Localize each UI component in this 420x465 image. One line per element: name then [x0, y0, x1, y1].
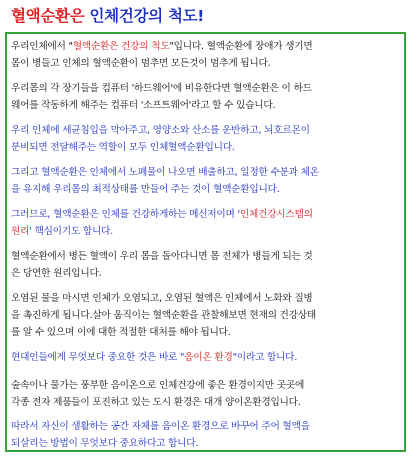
paragraph-2 [11, 80, 404, 114]
paragraph-4-line-1: 그리고 혈액순환은 인체에서 노폐물이 나오면 배출하고, 일정한 수분과 체온 [11, 167, 319, 178]
paragraph-5 [11, 206, 404, 240]
paragraph-4-line-2: 을 유지해 우리몸의 최적상태를 만들어 주는 것이 혈액순환입니다. [11, 184, 280, 195]
paragraph-1 [11, 38, 404, 72]
paragraph-6-line-2: 은 당연한 원리입니다. [11, 268, 102, 279]
paragraph-1-highlight: 혈액순환은 건강의 척도 [72, 41, 170, 52]
paragraph-9 [11, 377, 404, 411]
paragraph-3 [11, 122, 404, 156]
paragraph-7-line-1: 오염된 물을 마시면 인체가 오염되고, 오염된 혈액은 인체에서 노화와 질병 [11, 293, 313, 304]
paragraph-5-text: 그러므로, 혈액순환은 인체를 건강하게하는 메신저이며 ' [11, 209, 240, 220]
paragraph-5-highlight: 인체건강시스템의 [239, 209, 313, 220]
paragraph-5-highlight: 원리 [11, 226, 30, 237]
paragraph-1-line-2: 몸이 병들고 인체의 혈액순환이 멈추면 모든것이 멈추게 됩니다. [11, 58, 271, 69]
paragraph-1-text: 우리인체에서 " [11, 41, 73, 52]
paragraph-5-line-1 [11, 206, 404, 223]
paragraph-7-line-2: 을 촉진하게 됩니다.살아 움직이는 혈액순환을 관찰해보면 현재의 건강상태 [11, 310, 316, 321]
paragraph-2-line-1: 우리몸의 각 장기들을 컴퓨터 '하드웨어'에 비유한다면 혈액순환은 이 하드 [11, 83, 312, 94]
paragraph-8-highlight: 음이온 환경 [184, 352, 233, 363]
title-part-blue: 인체건강의 척도! [89, 7, 205, 25]
page-title [11, 4, 204, 26]
paragraph-7-line-3: 를 알 수 있으며 이에 대한 적절한 대처를 해야 됩니다. [11, 327, 231, 338]
paragraph-10-line-1: 따라서 자신이 생활하는 공간 자체를 음이온 환경으로 바꾸어 주어 혈액을 [11, 421, 310, 432]
paragraph-9-line-1: 숲속이나 물가는 풍부한 음이온으로 인체건강에 좋은 환경이지만 곳곳에 [11, 380, 305, 391]
paragraph-3-line-1: 우리 인체에 세균침입을 막아주고, 영양소와 산소를 운반하고, 뇌호르몬이 [11, 125, 310, 136]
paragraph-1-text: "입니다. 혈액순환에 장애가 생기면 [169, 41, 313, 52]
paragraph-2-line-2: 웨어를 작동하게 해주는 컴퓨터 '소프트웨어'라고 할 수 있습니다. [11, 100, 276, 111]
paragraph-5-line-2 [11, 223, 404, 240]
paragraph-8-text: "이라고 합니다. [232, 352, 298, 363]
paragraph-8-text: 현대인들에게 무엇보다 중요한 것은 바로 " [11, 352, 185, 363]
paragraph-10-line-2: 되살리는 방법이 무엇보다 중요하다고 합니다. [11, 438, 199, 449]
paragraph-4 [11, 164, 404, 198]
paragraph-9-line-2: 각종 전자 제품들이 포진하고 있는 도시 환경은 대개 양이온환경입니다. [11, 397, 301, 408]
paragraph-7 [11, 290, 404, 341]
paragraph-5-text: ' 핵심이기도 합니다. [29, 226, 113, 237]
paragraph-8 [11, 349, 404, 366]
paragraph-1-line-1 [11, 38, 404, 55]
paragraph-10 [11, 418, 404, 452]
title-part-red: 혈액순환은 [11, 7, 85, 25]
paragraph-6 [11, 248, 404, 282]
paragraph-8-line-1 [11, 349, 404, 366]
paragraph-6-line-1: 혈액순환에서 병든 혈액이 우리 몸을 돌아다니면 몸 전체가 병들게 되는 것 [11, 251, 313, 262]
paragraph-3-line-2: 분비되면 전달해주는 역할이 모두 인체혈액순환입니다. [11, 142, 235, 153]
